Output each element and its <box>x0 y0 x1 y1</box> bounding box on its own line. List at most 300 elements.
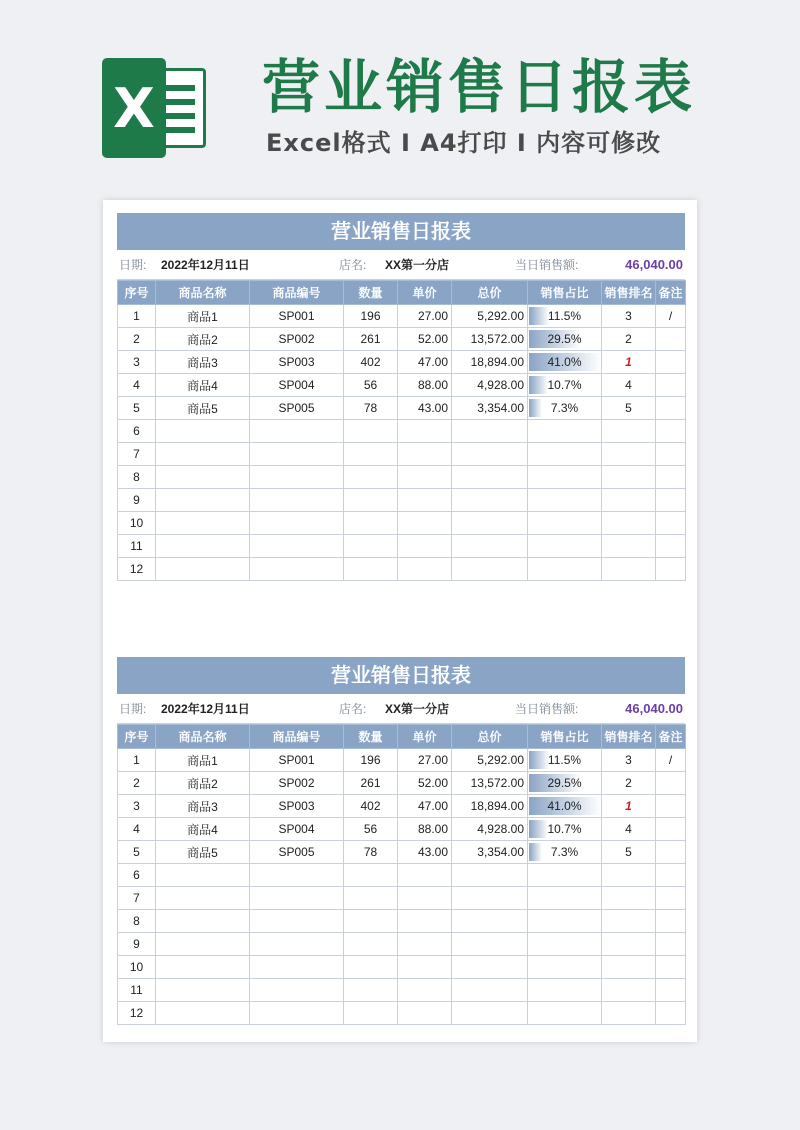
cell-qty[interactable]: 78 <box>344 397 398 420</box>
cell-rank[interactable]: 2 <box>602 328 656 351</box>
cell-rank[interactable]: 4 <box>602 374 656 397</box>
table-row <box>118 749 686 772</box>
cell-note[interactable] <box>656 512 686 535</box>
cell-name[interactable] <box>156 420 250 443</box>
cell-qty[interactable]: 261 <box>344 328 398 351</box>
cell-no[interactable]: 9 <box>118 933 156 956</box>
cell-total[interactable] <box>452 956 528 979</box>
cell-text: 41.0% <box>547 355 582 369</box>
store-value[interactable]: XX第一分店 <box>385 702 450 716</box>
cell-note[interactable]: / <box>656 749 686 772</box>
cell-code[interactable] <box>250 558 344 581</box>
cell-rank[interactable] <box>602 558 656 581</box>
cell-code[interactable]: SP001 <box>250 749 344 772</box>
column-header: 数量 <box>344 725 398 749</box>
cell-share[interactable] <box>528 305 602 328</box>
cell-qty[interactable]: 56 <box>344 374 398 397</box>
cell-name[interactable] <box>156 887 250 910</box>
cell-name[interactable] <box>156 512 250 535</box>
cell-price[interactable] <box>398 420 452 443</box>
cell-code[interactable]: SP003 <box>250 351 344 374</box>
report-title: 营业销售日报表 <box>117 657 685 694</box>
cell-qty[interactable] <box>344 933 398 956</box>
cell-qty[interactable] <box>344 864 398 887</box>
cell-price[interactable]: 88.00 <box>398 818 452 841</box>
cell-text: 11.5% <box>547 753 582 767</box>
cell-total[interactable] <box>452 887 528 910</box>
cell-total[interactable]: 3,354.00 <box>452 397 528 420</box>
cell-name[interactable] <box>156 933 250 956</box>
cell-price[interactable]: 47.00 <box>398 351 452 374</box>
cell-total[interactable]: 13,572.00 <box>452 772 528 795</box>
cell-code[interactable]: SP005 <box>250 841 344 864</box>
cell-total[interactable]: 18,894.00 <box>452 351 528 374</box>
cell-text: 7.3% <box>550 401 579 415</box>
cell-price[interactable]: 27.00 <box>398 305 452 328</box>
cell-note[interactable] <box>656 558 686 581</box>
cell-price[interactable] <box>398 864 452 887</box>
cell-note[interactable] <box>656 535 686 558</box>
cell-qty[interactable] <box>344 420 398 443</box>
cell-total[interactable] <box>452 558 528 581</box>
share-bar <box>529 820 548 838</box>
share-bar <box>529 376 548 394</box>
cell-note[interactable] <box>656 795 686 818</box>
cell-price[interactable]: 88.00 <box>398 374 452 397</box>
cell-share[interactable] <box>528 443 602 466</box>
cell-total[interactable] <box>452 979 528 1002</box>
cell-qty[interactable]: 196 <box>344 749 398 772</box>
cell-price[interactable] <box>398 558 452 581</box>
table-row <box>118 328 686 351</box>
table-row <box>118 933 686 956</box>
cell-note[interactable] <box>656 466 686 489</box>
cell-total[interactable]: 4,928.00 <box>452 374 528 397</box>
cell-share[interactable] <box>528 795 602 818</box>
sales-table <box>117 724 686 1025</box>
cell-no[interactable]: 1 <box>118 749 156 772</box>
cell-no[interactable]: 7 <box>118 887 156 910</box>
cell-code[interactable] <box>250 420 344 443</box>
cell-text: 10.7% <box>547 822 582 836</box>
cell-price[interactable] <box>398 512 452 535</box>
report-title: 营业销售日报表 <box>117 213 685 250</box>
report-block <box>117 213 685 581</box>
cell-rank[interactable] <box>602 443 656 466</box>
cell-note[interactable] <box>656 397 686 420</box>
column-header: 总价 <box>452 281 528 305</box>
cell-name[interactable]: 商品4 <box>156 818 250 841</box>
cell-share[interactable] <box>528 818 602 841</box>
cell-rank[interactable]: 5 <box>602 397 656 420</box>
cell-name[interactable]: 商品4 <box>156 374 250 397</box>
cell-share[interactable] <box>528 466 602 489</box>
report-info-row <box>117 694 685 724</box>
cell-rank[interactable] <box>602 979 656 1002</box>
cell-total[interactable]: 4,928.00 <box>452 818 528 841</box>
table-row <box>118 979 686 1002</box>
sales-table <box>117 280 686 581</box>
table-row <box>118 841 686 864</box>
cell-total[interactable]: 18,894.00 <box>452 795 528 818</box>
cell-code[interactable]: SP001 <box>250 305 344 328</box>
cell-code[interactable] <box>250 512 344 535</box>
cell-text: 41.0% <box>547 799 582 813</box>
cell-price[interactable] <box>398 933 452 956</box>
column-header: 序号 <box>118 725 156 749</box>
cell-name[interactable] <box>156 864 250 887</box>
table-header-row <box>118 281 686 305</box>
cell-total[interactable] <box>452 420 528 443</box>
cell-qty[interactable] <box>344 979 398 1002</box>
cell-share[interactable] <box>528 933 602 956</box>
cell-note[interactable] <box>656 864 686 887</box>
cell-no[interactable]: 6 <box>118 864 156 887</box>
cell-total[interactable]: 3,354.00 <box>452 841 528 864</box>
cell-share[interactable] <box>528 351 602 374</box>
cell-code[interactable]: SP002 <box>250 772 344 795</box>
cell-total[interactable] <box>452 933 528 956</box>
cell-qty[interactable]: 261 <box>344 772 398 795</box>
total-label: 当日销售额: <box>515 702 579 716</box>
cell-name[interactable] <box>156 910 250 933</box>
cell-no[interactable]: 4 <box>118 374 156 397</box>
cell-note[interactable] <box>656 374 686 397</box>
cell-total[interactable]: 13,572.00 <box>452 328 528 351</box>
report-info-row <box>117 250 685 280</box>
paper-sheet <box>103 200 697 1042</box>
table-row <box>118 864 686 887</box>
column-header: 商品名称 <box>156 281 250 305</box>
cell-rank[interactable]: 5 <box>602 841 656 864</box>
cell-no[interactable]: 11 <box>118 979 156 1002</box>
cell-rank[interactable] <box>602 956 656 979</box>
cell-note[interactable] <box>656 351 686 374</box>
report-block <box>117 657 685 1025</box>
cell-price[interactable] <box>398 489 452 512</box>
table-row <box>118 443 686 466</box>
cell-name[interactable]: 商品2 <box>156 772 250 795</box>
cell-code[interactable] <box>250 933 344 956</box>
cell-note[interactable] <box>656 1002 686 1025</box>
cell-price[interactable]: 52.00 <box>398 328 452 351</box>
share-bar <box>529 399 542 417</box>
cell-share[interactable] <box>528 397 602 420</box>
cell-share[interactable] <box>528 864 602 887</box>
cell-rank[interactable]: 1 <box>602 351 656 374</box>
cell-note[interactable] <box>656 420 686 443</box>
cell-rank[interactable] <box>602 1002 656 1025</box>
table-row <box>118 512 686 535</box>
cell-note[interactable] <box>656 772 686 795</box>
column-header: 数量 <box>344 281 398 305</box>
cell-price[interactable] <box>398 956 452 979</box>
logo-letter: X <box>102 58 166 158</box>
column-header: 总价 <box>452 725 528 749</box>
cell-share[interactable] <box>528 374 602 397</box>
cell-share[interactable] <box>528 1002 602 1025</box>
date-label: 日期: <box>119 258 147 272</box>
cell-price[interactable]: 52.00 <box>398 772 452 795</box>
table-header-row <box>118 725 686 749</box>
cell-code[interactable] <box>250 443 344 466</box>
cell-share[interactable] <box>528 749 602 772</box>
store-label: 店名: <box>339 702 367 716</box>
cell-share[interactable] <box>528 979 602 1002</box>
cell-rank[interactable]: 3 <box>602 305 656 328</box>
cell-share[interactable] <box>528 512 602 535</box>
cell-name[interactable]: 商品5 <box>156 841 250 864</box>
cell-name[interactable] <box>156 466 250 489</box>
cell-price[interactable] <box>398 1002 452 1025</box>
cell-code[interactable]: SP003 <box>250 795 344 818</box>
cell-total[interactable] <box>452 910 528 933</box>
cell-qty[interactable]: 196 <box>344 305 398 328</box>
cell-code[interactable]: SP004 <box>250 374 344 397</box>
page-title: 营业销售日报表 <box>262 53 697 121</box>
cell-rank[interactable] <box>602 864 656 887</box>
cell-no[interactable]: 10 <box>118 512 156 535</box>
cell-qty[interactable] <box>344 489 398 512</box>
cell-rank[interactable]: 1 <box>602 795 656 818</box>
cell-no[interactable]: 9 <box>118 489 156 512</box>
cell-total[interactable] <box>452 1002 528 1025</box>
cell-no[interactable]: 2 <box>118 772 156 795</box>
table-row <box>118 910 686 933</box>
cell-rank[interactable] <box>602 466 656 489</box>
cell-text: 29.5% <box>547 332 582 346</box>
cell-no[interactable]: 10 <box>118 956 156 979</box>
cell-share[interactable] <box>528 558 602 581</box>
date-label: 日期: <box>119 702 147 716</box>
column-header: 商品名称 <box>156 725 250 749</box>
total-label: 当日销售额: <box>515 258 579 272</box>
cell-price[interactable] <box>398 466 452 489</box>
store-label: 店名: <box>339 258 367 272</box>
cell-note[interactable] <box>656 443 686 466</box>
column-header: 销售占比 <box>528 281 602 305</box>
cell-note[interactable] <box>656 933 686 956</box>
total-value[interactable]: 46,040.00 <box>625 701 683 716</box>
cell-share[interactable] <box>528 489 602 512</box>
cell-rank[interactable] <box>602 910 656 933</box>
store-value[interactable]: XX第一分店 <box>385 258 450 272</box>
cell-share[interactable] <box>528 841 602 864</box>
cell-no[interactable]: 3 <box>118 351 156 374</box>
cell-name[interactable]: 商品1 <box>156 305 250 328</box>
cell-text: 7.3% <box>550 845 579 859</box>
cell-code[interactable]: SP002 <box>250 328 344 351</box>
cell-total[interactable] <box>452 512 528 535</box>
cell-price[interactable]: 47.00 <box>398 795 452 818</box>
excel-logo-icon <box>102 58 206 158</box>
page-subtitle: Excel格式 I A4打印 I 内容可修改 <box>266 129 662 157</box>
cell-rank[interactable] <box>602 887 656 910</box>
cell-note[interactable] <box>656 910 686 933</box>
cell-name[interactable] <box>156 979 250 1002</box>
cell-note[interactable] <box>656 956 686 979</box>
cell-total[interactable]: 5,292.00 <box>452 305 528 328</box>
table-row <box>118 558 686 581</box>
cell-price[interactable] <box>398 979 452 1002</box>
column-header: 单价 <box>398 725 452 749</box>
date-value[interactable]: 2022年12月11日 <box>161 702 250 716</box>
cell-price[interactable]: 43.00 <box>398 397 452 420</box>
cell-note[interactable] <box>656 979 686 1002</box>
cell-price[interactable]: 43.00 <box>398 841 452 864</box>
cell-name[interactable] <box>156 443 250 466</box>
cell-qty[interactable] <box>344 887 398 910</box>
cell-no[interactable]: 6 <box>118 420 156 443</box>
cell-price[interactable]: 27.00 <box>398 749 452 772</box>
cell-name[interactable] <box>156 535 250 558</box>
cell-qty[interactable] <box>344 910 398 933</box>
cell-note[interactable] <box>656 818 686 841</box>
cell-price[interactable] <box>398 887 452 910</box>
column-header: 销售排名 <box>602 281 656 305</box>
table-row <box>118 1002 686 1025</box>
cell-total[interactable] <box>452 535 528 558</box>
cell-share[interactable] <box>528 420 602 443</box>
cell-code[interactable] <box>250 864 344 887</box>
cell-price[interactable] <box>398 535 452 558</box>
cell-rank[interactable] <box>602 512 656 535</box>
cell-code[interactable]: SP005 <box>250 397 344 420</box>
cell-no[interactable]: 1 <box>118 305 156 328</box>
cell-text: 29.5% <box>547 776 582 790</box>
cell-rank[interactable] <box>602 535 656 558</box>
cell-code[interactable] <box>250 1002 344 1025</box>
table-row <box>118 795 686 818</box>
cell-name[interactable] <box>156 1002 250 1025</box>
cell-code[interactable] <box>250 910 344 933</box>
cell-text: 11.5% <box>547 309 582 323</box>
cell-code[interactable] <box>250 466 344 489</box>
cell-qty[interactable]: 56 <box>344 818 398 841</box>
cell-name[interactable]: 商品5 <box>156 397 250 420</box>
cell-total[interactable]: 5,292.00 <box>452 749 528 772</box>
cell-total[interactable] <box>452 864 528 887</box>
column-header: 销售排名 <box>602 725 656 749</box>
cell-code[interactable] <box>250 489 344 512</box>
cell-name[interactable]: 商品1 <box>156 749 250 772</box>
cell-code[interactable] <box>250 979 344 1002</box>
cell-rank[interactable] <box>602 489 656 512</box>
cell-no[interactable]: 8 <box>118 466 156 489</box>
column-header: 商品编号 <box>250 281 344 305</box>
banner <box>0 0 800 195</box>
cell-text: 10.7% <box>547 378 582 392</box>
cell-note[interactable] <box>656 887 686 910</box>
share-bar <box>529 751 549 769</box>
share-bar <box>529 843 542 861</box>
cell-qty[interactable] <box>344 466 398 489</box>
cell-no[interactable]: 12 <box>118 558 156 581</box>
cell-no[interactable]: 11 <box>118 535 156 558</box>
cell-no[interactable]: 5 <box>118 397 156 420</box>
cell-rank[interactable] <box>602 933 656 956</box>
table-row <box>118 374 686 397</box>
cell-share[interactable] <box>528 956 602 979</box>
cell-qty[interactable] <box>344 512 398 535</box>
cell-name[interactable] <box>156 489 250 512</box>
cell-no[interactable]: 8 <box>118 910 156 933</box>
cell-qty[interactable] <box>344 1002 398 1025</box>
date-value[interactable]: 2022年12月11日 <box>161 258 250 272</box>
cell-name[interactable] <box>156 558 250 581</box>
cell-price[interactable] <box>398 910 452 933</box>
table-row <box>118 351 686 374</box>
cell-total[interactable] <box>452 443 528 466</box>
cell-qty[interactable] <box>344 535 398 558</box>
cell-share[interactable] <box>528 328 602 351</box>
cell-price[interactable] <box>398 443 452 466</box>
cell-no[interactable]: 7 <box>118 443 156 466</box>
cell-no[interactable]: 2 <box>118 328 156 351</box>
cell-no[interactable]: 3 <box>118 795 156 818</box>
cell-rank[interactable]: 2 <box>602 772 656 795</box>
cell-total[interactable] <box>452 466 528 489</box>
cell-code[interactable] <box>250 956 344 979</box>
cell-note[interactable] <box>656 841 686 864</box>
table-row <box>118 535 686 558</box>
cell-share[interactable] <box>528 887 602 910</box>
table-row <box>118 956 686 979</box>
table-row <box>118 818 686 841</box>
cell-share[interactable] <box>528 772 602 795</box>
table-row <box>118 420 686 443</box>
cell-share[interactable] <box>528 535 602 558</box>
cell-qty[interactable] <box>344 558 398 581</box>
cell-qty[interactable] <box>344 443 398 466</box>
share-bar <box>529 307 549 325</box>
cell-no[interactable]: 5 <box>118 841 156 864</box>
total-value[interactable]: 46,040.00 <box>625 257 683 272</box>
cell-note[interactable]: / <box>656 305 686 328</box>
table-row <box>118 772 686 795</box>
column-header: 序号 <box>118 281 156 305</box>
cell-no[interactable]: 12 <box>118 1002 156 1025</box>
table-row <box>118 466 686 489</box>
cell-name[interactable] <box>156 956 250 979</box>
cell-rank[interactable]: 3 <box>602 749 656 772</box>
cell-code[interactable]: SP004 <box>250 818 344 841</box>
cell-no[interactable]: 4 <box>118 818 156 841</box>
cell-note[interactable] <box>656 328 686 351</box>
cell-rank[interactable]: 4 <box>602 818 656 841</box>
cell-qty[interactable] <box>344 956 398 979</box>
table-row <box>118 305 686 328</box>
table-row <box>118 489 686 512</box>
cell-total[interactable] <box>452 489 528 512</box>
cell-rank[interactable] <box>602 420 656 443</box>
column-header: 销售占比 <box>528 725 602 749</box>
cell-name[interactable]: 商品2 <box>156 328 250 351</box>
cell-qty[interactable]: 402 <box>344 795 398 818</box>
column-header: 单价 <box>398 281 452 305</box>
cell-qty[interactable]: 78 <box>344 841 398 864</box>
cell-qty[interactable]: 402 <box>344 351 398 374</box>
table-row <box>118 887 686 910</box>
column-header: 备注 <box>656 725 686 749</box>
cell-code[interactable] <box>250 887 344 910</box>
table-row <box>118 397 686 420</box>
cell-name[interactable]: 商品3 <box>156 351 250 374</box>
cell-name[interactable]: 商品3 <box>156 795 250 818</box>
cell-code[interactable] <box>250 535 344 558</box>
cell-note[interactable] <box>656 489 686 512</box>
cell-share[interactable] <box>528 910 602 933</box>
